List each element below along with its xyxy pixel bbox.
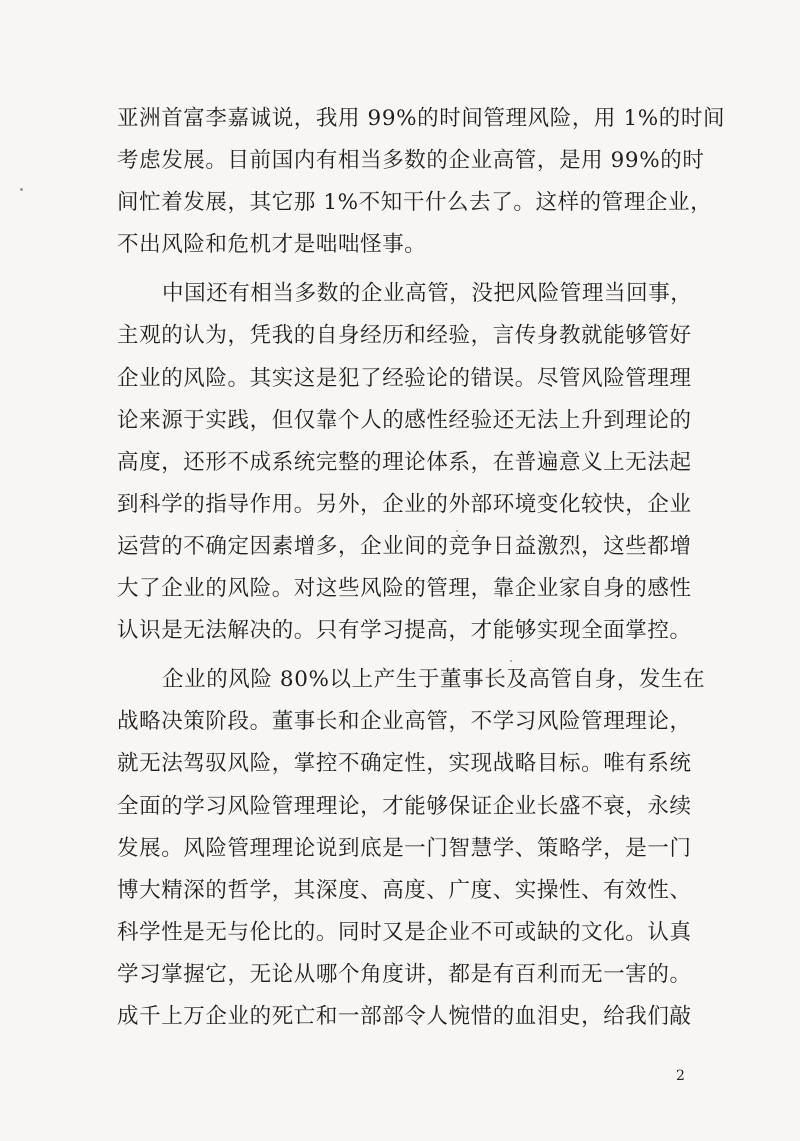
text-line: 发展。风险管理理论说到底是一门智慧学、策略学，是一门 (117, 835, 692, 861)
text-line: 主观的认为，凭我的自身经历和经验，言传身教就能够管好 (117, 323, 692, 349)
text-line: 亚洲首富李嘉诚说，我用 99%的时间管理风险，用 1%的时间 (117, 106, 726, 131)
text-line: 全面的学习风险管理理论，才能够保证企业长盛不衰，永续 (117, 793, 692, 819)
text-line: 运营的不确定因素增多，企业间的竞争日益激烈，这些都增 (117, 533, 692, 559)
scan-speck (456, 530, 458, 532)
body-text (117, 98, 726, 1038)
text-line: 科学性是无与伦比的。同时又是企业不可或缺的文化。认真 (117, 919, 692, 945)
text-line: 论来源于实践，但仅靠个人的感性经验还无法上升到理论的 (117, 407, 692, 433)
text-line: 企业的风险 80%以上产生于董事长及高管自身，发生在 (162, 667, 706, 693)
text-line: 考虑发展。目前国内有相当多数的企业高管，是用 99%的时 (117, 148, 705, 174)
page-number: 2 (676, 1068, 685, 1084)
text-line: 大了企业的风险。对这些风险的管理，靠企业家自身的感性 (117, 576, 692, 602)
text-line: 间忙着发展，其它那 1%不知干什么去了。这样的管理企业， (117, 190, 713, 216)
text-line: 就无法驾驭风险，掌控不确定性，实现战略目标。唯有系统 (117, 751, 692, 777)
text-line: 企业的风险。其实这是犯了经验论的错误。尽管风险管理理 (117, 365, 692, 391)
text-line: 不出风险和危机才是咄咄怪事。 (117, 232, 427, 258)
text-line: 博大精深的哲学，其深度、高度、广度、实操性、有效性、 (117, 877, 692, 903)
text-line: 认识是无法解决的。只有学习提高，才能够实现全面掌控。 (117, 618, 692, 644)
text-line: 中国还有相当多数的企业高管，没把风险管理当回事， (162, 281, 693, 307)
text-line: 高度，还形不成系统完整的理论体系，在普遍意义上无法起 (117, 449, 692, 475)
text-line: 战略决策阶段。董事长和企业高管，不学习风险管理理论， (117, 709, 692, 735)
scan-speck (510, 660, 512, 662)
text-line: 学习掌握它，无论从哪个角度讲，都是有百利而无一害的。 (117, 961, 692, 987)
text-line: 到科学的指导作用。另外，企业的外部环境变化较快，企业 (117, 491, 692, 517)
scan-speck (20, 188, 23, 191)
text-line: 成千上万企业的死亡和一部部令人惋惜的血泪史，给我们敲 (117, 1003, 692, 1029)
